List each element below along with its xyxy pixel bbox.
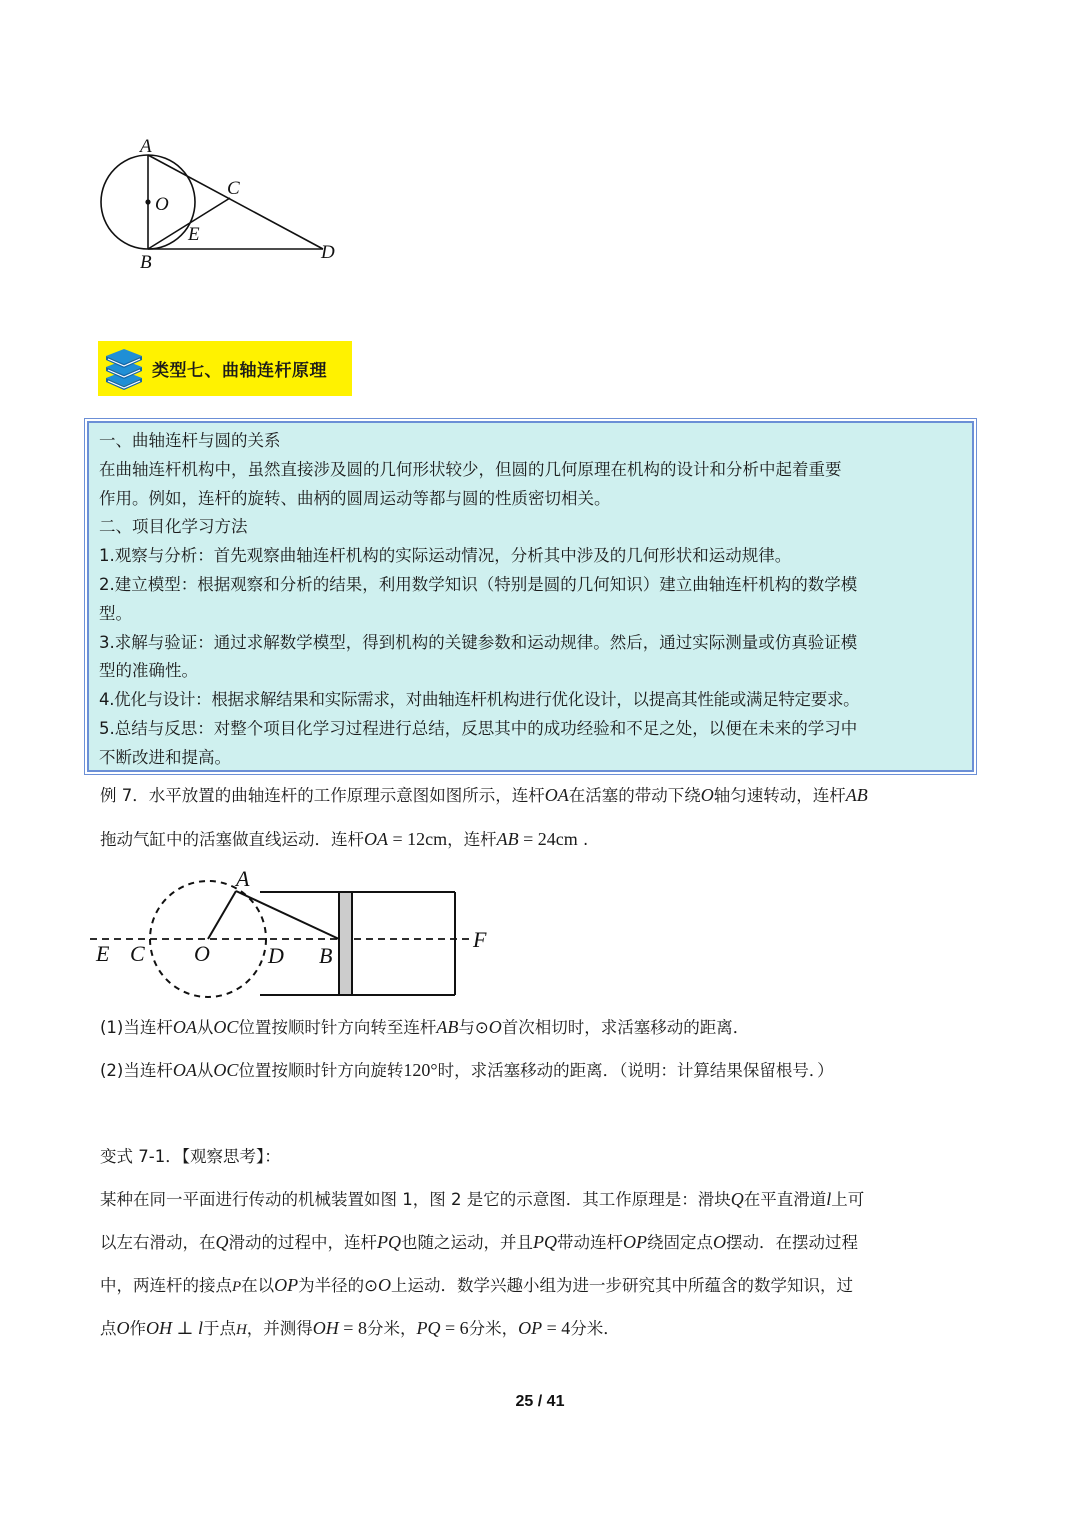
value-pq: = 6 bbox=[440, 1318, 469, 1338]
label-d: D bbox=[268, 943, 284, 968]
info-line: 在曲轴连杆机构中，虽然直接涉及圆的几何形状较少，但圆的几何原理在机构的设计和分析中起着重要 bbox=[99, 459, 842, 479]
math-oa: OA bbox=[364, 829, 388, 849]
text: (2)当连杆 bbox=[100, 1061, 173, 1080]
text: 在平直滑道 bbox=[743, 1190, 827, 1209]
info-line: 2.建立模型：根据观察和分析的结果，利用数学知识（特别是圆的几何知识）建立曲轴连杆机构的数学模 bbox=[99, 574, 858, 594]
text: 也随之运动，并且 bbox=[401, 1233, 533, 1252]
text: 带动连杆 bbox=[557, 1233, 623, 1252]
math-oa: OA bbox=[544, 785, 569, 805]
text: 以左右滑动，在 bbox=[100, 1233, 216, 1252]
text: 为半径的⊙ bbox=[298, 1276, 378, 1295]
text: 于点 bbox=[202, 1319, 236, 1338]
books-icon bbox=[100, 345, 148, 393]
text: 从 bbox=[196, 1061, 214, 1080]
text: 在活塞的带动下绕 bbox=[568, 786, 701, 805]
math-op: OP bbox=[518, 1318, 543, 1338]
text: 从 bbox=[196, 1018, 214, 1037]
piston bbox=[339, 892, 352, 995]
math-oa: OA bbox=[172, 1060, 197, 1080]
variant-line-4 bbox=[100, 1315, 985, 1339]
section-heading-text: 类型七、曲轴连杆原理 bbox=[152, 361, 327, 381]
text: ，连杆 bbox=[447, 830, 497, 849]
math-p: P bbox=[232, 1279, 242, 1295]
text: 时，求活塞移动的距离．（说明：计算结果保留根号．） bbox=[437, 1061, 834, 1080]
math-oh: OH bbox=[312, 1318, 339, 1338]
text: 例 7．水平放置的曲轴连杆的工作原理示意图如图所示，连杆 bbox=[100, 786, 545, 805]
math-op: OP bbox=[274, 1275, 299, 1295]
variant-line-3 bbox=[100, 1272, 985, 1296]
text: 点 bbox=[100, 1319, 117, 1338]
label-o: O bbox=[194, 941, 210, 966]
text: ，并测得 bbox=[246, 1319, 313, 1338]
text: 上运动．数学兴趣小组为进一步研究其中所蕴含的数学知识，过 bbox=[391, 1276, 853, 1295]
text: 摆动．在摆动过程 bbox=[726, 1233, 858, 1252]
page-number: 25 / 41 bbox=[515, 1393, 565, 1410]
figure-crank-mechanism bbox=[90, 862, 500, 1012]
value-ab: = 24cm bbox=[518, 829, 578, 849]
math-pq: PQ bbox=[377, 1232, 401, 1252]
label-o: O bbox=[155, 194, 169, 215]
text: 中，两连杆的接点 bbox=[100, 1276, 232, 1295]
info-line: 二、项目化学习方法 bbox=[99, 517, 248, 537]
example-7-line-2 bbox=[100, 826, 985, 850]
text: 位置按顺时针方向旋转 bbox=[238, 1061, 404, 1080]
info-line: 一、曲轴连杆与圆的关系 bbox=[99, 431, 281, 450]
figure-circle-tangent bbox=[95, 130, 355, 275]
math-oc: OC bbox=[213, 1017, 239, 1037]
text: 上可 bbox=[831, 1190, 865, 1209]
label-c: C bbox=[130, 941, 145, 966]
example-7-line-1 bbox=[100, 782, 985, 806]
text: 首次相切时，求活塞移动的距离． bbox=[501, 1018, 750, 1037]
info-line: 1.观察与分析：首先观察曲轴连杆机构的实际运动情况，分析其中涉及的几何形状和运动规律。 bbox=[99, 546, 792, 566]
text: 在以 bbox=[241, 1276, 275, 1295]
label-e: E bbox=[96, 941, 110, 966]
info-line: 3.求解与验证：通过求解数学模型，得到机构的关键参数和运动规律。然后，通过实际测量或仿真验证模 bbox=[99, 632, 858, 652]
info-line: 型。 bbox=[99, 603, 132, 623]
text: . bbox=[577, 830, 589, 849]
text: 位置按顺时针方向转至连杆 bbox=[238, 1018, 437, 1037]
info-line: 5.总结与反思：对整个项目化学习过程进行总结，反思其中的成功经验和不足之处，以便在未来的学习中 bbox=[99, 718, 858, 738]
text: 分米． bbox=[570, 1319, 620, 1338]
label-d: D bbox=[321, 242, 335, 263]
math-o: O bbox=[488, 1017, 502, 1037]
question-1 bbox=[100, 1014, 985, 1038]
math-q: Q bbox=[730, 1189, 744, 1209]
text: (1)当连杆 bbox=[100, 1018, 173, 1037]
label-e: E bbox=[188, 224, 200, 245]
text: 分米， bbox=[468, 1319, 519, 1338]
text: 与⊙ bbox=[458, 1018, 489, 1037]
rod-oa bbox=[208, 891, 236, 939]
variant-title: 变式 7-1．【观察思考】： bbox=[100, 1147, 281, 1166]
perp-symbol: ⊥ bbox=[172, 1318, 198, 1338]
math-q: Q bbox=[215, 1232, 229, 1252]
math-o: O bbox=[713, 1232, 726, 1252]
math-oh: OH bbox=[146, 1318, 172, 1338]
info-line: 型的准确性。 bbox=[99, 661, 198, 681]
info-line: 作用。例如，连杆的旋转、曲柄的圆周运动等都与圆的性质密切相关。 bbox=[99, 488, 611, 508]
text: 轴匀速转动，连杆 bbox=[713, 786, 846, 805]
label-a: A bbox=[140, 136, 152, 157]
text: 分米， bbox=[366, 1319, 417, 1338]
math-l: l bbox=[826, 1189, 832, 1209]
text: 某种在同一平面进行传动的机械装置如图 1，图 2 是它的示意图．其工作原理是：滑块 bbox=[100, 1190, 731, 1209]
info-box bbox=[87, 421, 974, 772]
label-a: A bbox=[236, 866, 250, 891]
text: 拖动气缸中的活塞做直线运动．连杆 bbox=[100, 830, 364, 849]
math-oc: OC bbox=[213, 1060, 239, 1080]
label-c: C bbox=[227, 178, 240, 199]
text: 绕固定点 bbox=[647, 1233, 713, 1252]
value-oa: = 12cm bbox=[388, 829, 448, 849]
math-oa: OA bbox=[172, 1017, 197, 1037]
text: 作 bbox=[129, 1319, 146, 1338]
math-pq: PQ bbox=[416, 1318, 441, 1338]
math-o: O bbox=[700, 785, 714, 805]
value-oh: = 8 bbox=[338, 1318, 367, 1338]
math-l: l bbox=[197, 1318, 203, 1338]
math-o: O bbox=[378, 1275, 391, 1295]
math-h: H bbox=[235, 1322, 247, 1338]
line-ad bbox=[148, 155, 323, 249]
angle-value: 120° bbox=[403, 1060, 438, 1080]
math-ab: AB bbox=[845, 785, 868, 805]
rod-ab bbox=[236, 891, 339, 939]
math-op: OP bbox=[623, 1232, 647, 1252]
question-2 bbox=[100, 1057, 985, 1081]
variant-line-1 bbox=[100, 1186, 985, 1210]
variant-line-2 bbox=[100, 1229, 985, 1253]
value-op: = 4 bbox=[542, 1318, 571, 1338]
label-b: B bbox=[140, 252, 152, 273]
math-ab: AB bbox=[496, 829, 519, 849]
label-b: B bbox=[319, 943, 333, 968]
text: 滑动的过程中，连杆 bbox=[228, 1233, 377, 1252]
info-line: 不断改进和提高。 bbox=[99, 747, 231, 767]
section-heading bbox=[98, 341, 352, 396]
info-line: 4.优化与设计：根据求解结果和实际需求，对曲轴连杆机构进行优化设计，以提高其性能或满足特定要求。 bbox=[99, 690, 860, 710]
math-ab: AB bbox=[436, 1017, 459, 1037]
label-f: F bbox=[473, 927, 487, 952]
math-pq: PQ bbox=[533, 1232, 557, 1252]
center-dot bbox=[145, 199, 150, 204]
math-o: O bbox=[116, 1318, 130, 1338]
